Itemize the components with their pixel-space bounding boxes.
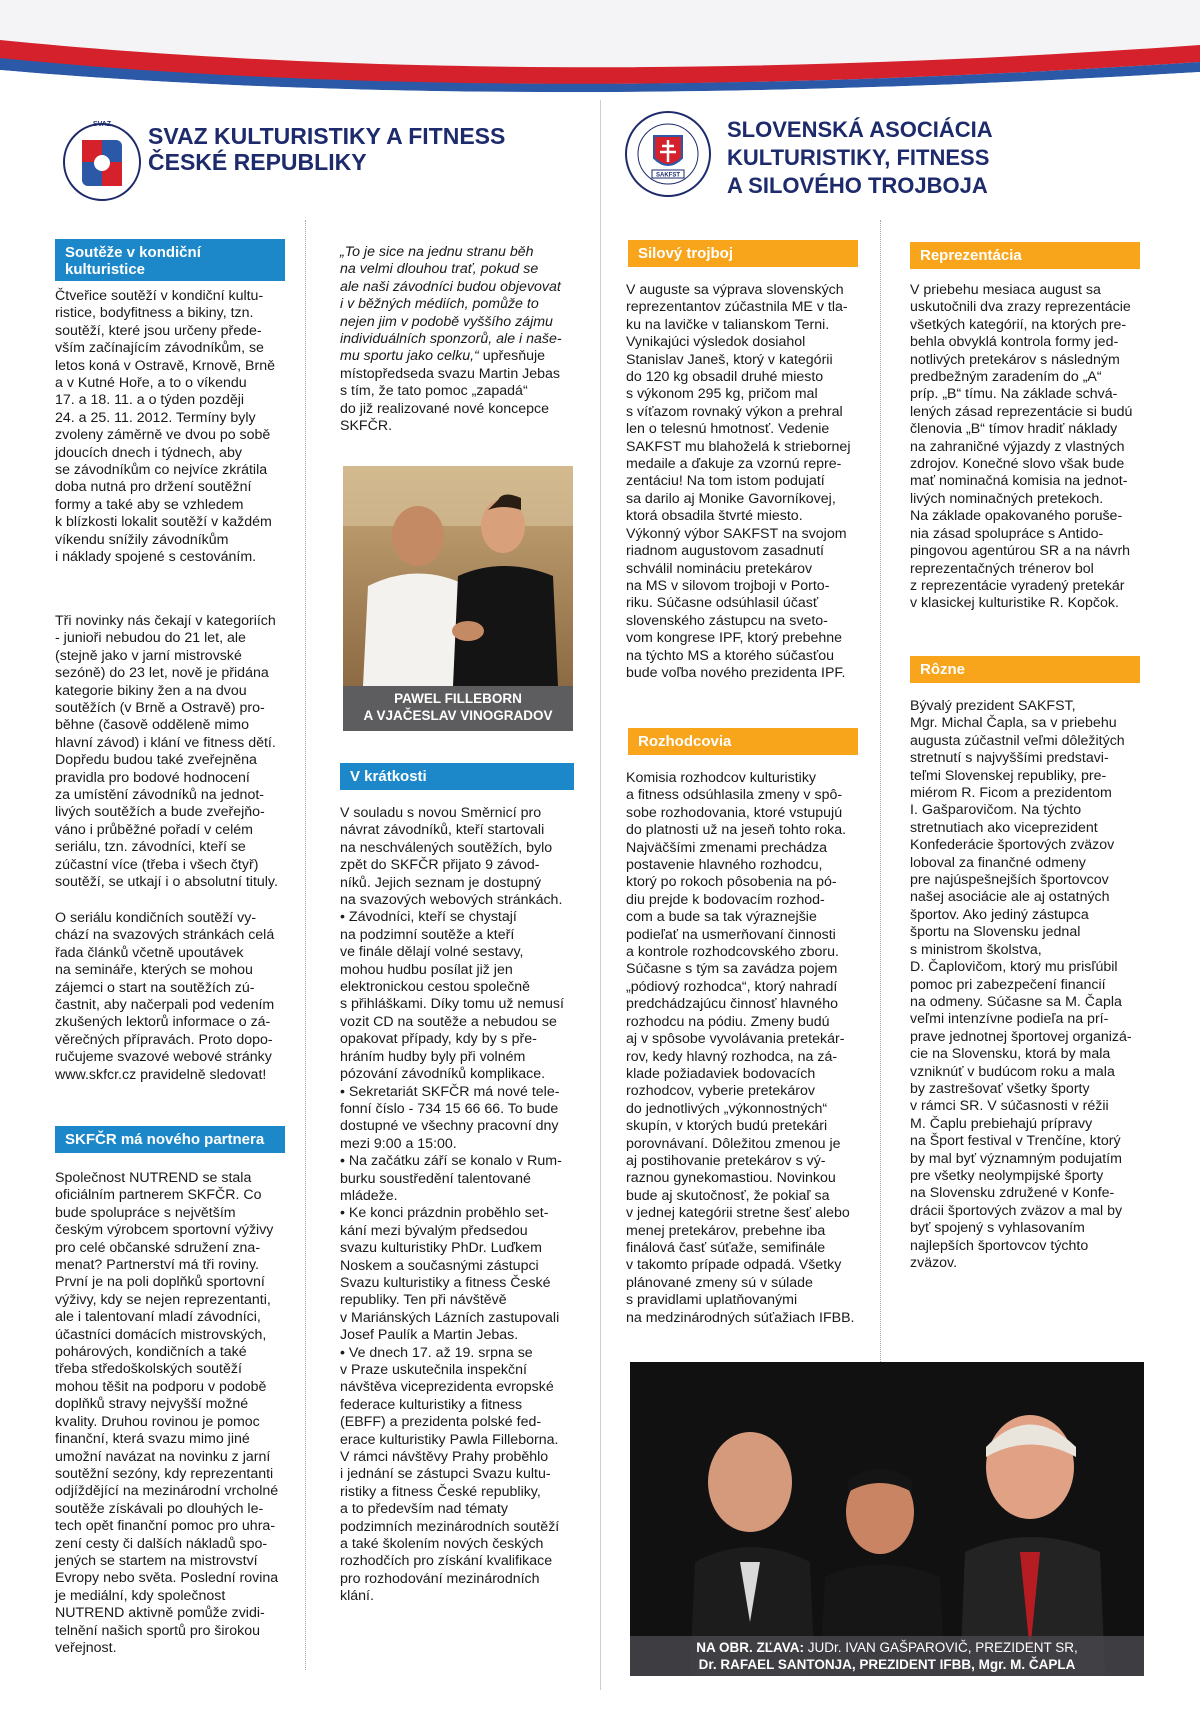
col4-paragraph-1: V priebehu mesiaca august sa uskutočnili dva zrazy reprezentácie všetkých kategórií, na ktorých pre- behla obvyklá kontrola formy jed- notlivých pretekárov s následným predbežným zaradením do „A“ príp. „B“ tímu. Na základe schvá- lených zásad reprezentácie si budú členovia „B“ tímov hradiť náklady na zahraničné výjazdy z vlastných zdrojov. Konečné slovo však bude mať nominačná komisia na jednot- livých nominačných pretekoch. Na základe opakovaného poruše- nia zásad spolupráce s Antido- pingovou agentúrou SR a na návrh reprezentačných trénerov bol z reprezentácie vyradený pretekár v klasickej kulturistike R. Kopčok. [910, 282, 1133, 612]
heading-skfcr-partner: SKFČR má nového partnera [55, 1126, 285, 1153]
col1-paragraph-3: O seriálu kondičních soutěží vy- chází na svazových stránkách celá řada článků včetně upoutávek na semináře, kterých se mohou zájemci o start na soutěžích zú- častnit, aby načerpali pod vedením zkušených lektorů informace o zá- věrečných přípravách. Proto dopo- ručujeme svazové webové stránky www.skfcr.cz pravidelně sledovat! [55, 910, 275, 1083]
heading-silovy-trojboj: Silový trojboj [628, 240, 858, 267]
slovak-org-title [727, 116, 993, 200]
col4-paragraph-2: Bývalý prezident SAKFST, Mgr. Michal Čapla, sa v priebehu augusta zúčastnil veľmi dôležitých stretnutí s najvyššími predstavi- teľmi Slovenskej republiky, pre- miérom R. Ficom a prezidentom I. Gašparovičom. Na týchto stretnutiach ako viceprezident Konfederácie športových zväzov loboval za finančné odmeny pre najúspešnejších športovcov našej asociácie ale aj ostatných športov. Ako jediný zástupca športu na Slovensku jednal s ministrom školstva, D. Čaplovičom, ktorý mu prisľúbil pomoc pri zabezpečení financií na odmeny. Súčasne sa M. Čapla veľmi intenzívne podieľa na prí- prave jednotnej športovej organizá- cie na Slovensku, ktorá by mala vzniknúť v budúcom roku a mala by zastrešovať všetky športy v rámci SR. V súčasnosti v réžii M. Čaplu prebiehajú prípravy na Šport festival v Trenčíne, ktorý by mal byť významným podujatím pre všetky neolympijské športy na Slovensku združené v Konfe- drácii športových zväzov a mal by byť spojený s vyhlasovaním najlepších športovcov týchto zväzov. [910, 698, 1132, 1271]
bottom-caption-line2: Dr. RAFAEL SANTONJA, PREZIDENT IFBB, Mgr. M. ČAPLA [698, 1657, 1076, 1672]
photo-filleborn-vinogradov [343, 466, 573, 686]
center-divider [600, 100, 601, 1690]
col1-paragraph-2: Tři novinky nás čekají v kategoriích - junioři nebudou do 21 let, ale (stejně jako v jarní mistrovské sezóně) do 23 let, nově je přidána kategorie bikiny žen a na dvou soutěžích (v Brně a Ostravě) pro- běhne (časově odděleně mimo hlavní závod) i klání ve fitness dětí. Dopředu budou také zveřejněna pravidla pro bodové hodnocení za umístění závodníků na jednot- livých soutěžích a bude zveřejňo- váno i průběžné pořadí v celém seriálu, tzn. závodníci, kteří se zúčastní více (třeba i všech čtyř) soutěží, se utkají i o absolutní tituly. [55, 613, 278, 891]
col2-quote-rest: upřesňuje místopředseda svazu Martin Jebas s tím, že tato pomoc „zapadá“ do již realizované nové koncepce SKFČR. [340, 348, 561, 435]
slovak-association-logo [622, 108, 714, 200]
col3-paragraph-2: Komisia rozhodcov kulturistiky a fitness odsúhlasila zmeny v spô- sobe rozhodovania, ktoré vstupujú do platnosti už na jeseň tohto roka. Najväčšími zmenami prechádza postavenie hlavného rozhodcu, ktorý po rokoch pôsobenia na pó- diu prejde k bodovacím rozhod- com a bude sa tak výraznejšie podieľať na usmerňovaní činnosti a kontrole rozhodcovského zboru. Súčasne s tým sa zavádza pojem „pódiový rozhodca“, ktorý nahradí predchádzajúcu činnosť hlavného rozhodcu na pódiu. Zmeny budú aj v spôsobe vyvolávania pretekár- rov, kedy hlavný rozhodca, na zá- klade požiadaviek bodovacích rozhodcov, vyberie pretekárov do jednotlivých „výkonnostných“ skupín, v ktorých budú pretekári porovnávaní. Dôležitou zmenou je aj postihovanie pretekárov s vý- raznou gynekomastiou. Novinkou bude aj skutočnosť, že pokiaľ sa v jednej kategórii stretne šesť alebo menej pretekárov, prebehne iba finálová časť súťaže, semifinále v takomto prípade odpadá. Všetky plánované zmeny sú v súlade s pravidlami uplatňovanými na medzinárodných súťažiach IFBB. [626, 770, 855, 1326]
col3-paragraph-1: V auguste sa výprava slovenských reprezentantov zúčastnila ME v tla- ku na lavičke v talianskom Terni. Vynikajúci výsledok dosiahol Stanislav Janeš, ktorý v kategórii do 120 kg obsadil druhé miesto s výkonom 295 kg, pričom mal s víťazom rovnaký výkon a prehral len o telesnú hmotnosť. Vedenie SAKFST mu blahoželá k striebornej medaile a ďakuje za vzornú repre- zentáciu! Na tom istom podujatí sa darilo aj Monike Gavorníkovej, ktorá obsadila štvrté miesto. Výkonný výbor SAKFST na svojom riadnom augustovom zasadnutí schválil nomináciu pretekárov na MS v silovom trojboji v Porto- riku. Súčasne odsúhlasil účasť slovenského zástupcu na sveto- vom kongrese IPF, ktorý prebehne na týchto MS a ktorého súčasťou bude voľba nového prezidenta IPF. [626, 282, 851, 681]
heading-v-kratkosti: V krátkosti [340, 763, 574, 790]
photo-filleborn-vinogradov-image [343, 466, 573, 686]
svg-text:SVAZ: SVAZ [92, 121, 112, 128]
photo-caption-filleborn: PAWEL FILLEBORN A VJAČESLAV VINOGRADOV [343, 686, 573, 731]
heading-rozne: Rôzne [910, 656, 1140, 683]
col2-quote [340, 244, 590, 435]
bottom-photo-caption [630, 1636, 1144, 1676]
heading-reprezentacia: Reprezentácia [910, 242, 1140, 269]
bottom-caption-prefix: NA OBR. ZĽAVA: [696, 1640, 804, 1655]
column-divider-1 [305, 220, 306, 1670]
svg-text:SAKFST: SAKFST [656, 172, 680, 179]
photo-gasparovic-santonja-capla-image [630, 1362, 1144, 1676]
slovak-org-title-line1: SLOVENSKÁ ASOCIÁCIA [727, 117, 993, 142]
col2-body: V souladu s novou Směrnicí pro návrat závodníků, kteří startovali na neschválených soutěžích, bylo zpět do SKFČR přijato 9 závod- níků. Jejich seznam je dostupný na svazových webových stránkách. • Závodníci, kteří se chystají na podzimní soutěže a kteří ve finále dělají volné sestavy, mohou hudbu posílat již jen elektronickou cestou společně s přihláškami. Díky tomu už nemusí vozit CD na soutěže a nebudou se opakovat případy, kdy by s pře- hráním hudby byly při volném pózování závodníků komplikace. • Sekretariát SKFČR má nové tele- fonní číslo - 734 15 66 66. To bude dostupné ve všechny pracovní dny mezi 9:00 a 15:00. • Na začátku září se konalo v Rum- burku soustředění talentované mládeže. • Ke konci prázdnin proběhlo set- kání mezi bývalým předsedou svazu kulturistiky PhDr. Luďkem Noskem a současnými zástupci Svazu kulturistiky a fitness České republiky. Ten při návštěvě v Mariánských Lázních zastupovali Josef Paulík a Martin Jebas. • Ve dnech 17. až 19. srpna se v Praze uskutečnila inspekční návštěva viceprezidenta evropské federace kulturistiky a fitness (EBFF) a prezidenta polské fed- erace kulturistiky Pawla Filleborna. V rámci návštěvy Prahy proběhlo i jednání se zástupci Svazu kultu- ristiky a fitness České republiky, a to především nad tématy podzimních mezinárodních soutěží a také školením nových českých rozhodčích pro získání kvalifikace pro rozhodování mezinárodních klání. [340, 805, 564, 1605]
col2-quote-italic: „To je sice na jednu stranu běh na velmi dlouhou trať, pokud se ale naši závodníci budou objevovat i v běžných médiích, pomůže to nejen jim v podobě vyššího zájmu individuálních sponzorů, ale i naše- mu sportu jako celku,“ [340, 244, 562, 365]
heading-rozhodcovia: Rozhodcovia [628, 728, 858, 755]
czech-federation-logo [62, 112, 142, 212]
heading-kondicni-kulturistika: Soutěže v kondiční kulturistice [55, 239, 285, 281]
slovak-org-title-line2: KULTURISTIKY, FITNESS [727, 145, 990, 170]
col1-paragraph-1: Čtveřice soutěží v kondiční kultu- ristice, bodyfitness a bikiny, tzn. soutěží, které jsou určeny přede- vším začínajícím závodníkům, se letos koná v Ostravě, Krnově, Brně a v Kutné Hoře, a to o víkendu 17. a 18. 11. a o týden později 24. a 25. 11. 2012. Termíny byly zvoleny záměrně ve dvou po sobě jdoucích dnech i týdnech, aby se závodníkům co nejvíce zkrátila doba nutná pro držení soutěžní formy a také aby se vzhledem k blízkosti lokalit soutěží v každém víkendu snížily závodníkům i náklady spojené s cestováním. [55, 288, 276, 566]
czech-org-title-line1: SVAZ KULTURISTIKY A FITNESS [148, 123, 506, 149]
czech-org-title-line2: ČESKÉ REPUBLIKY [148, 148, 367, 175]
czech-org-title [148, 124, 505, 176]
col1-paragraph-4: Společnost NUTREND se stala oficiálním partnerem SKFČR. Co bude spolupráce s největším českým výrobcem sportovní výživy pro celé občanské sdružení zna- menat? Partnerství má tři roviny. První je na poli doplňků sportovní výživy, kdy se nejen reprezentanti, ale i talentovaní mladí závodníci, účastníci domácích mistrovských, pohárových, kondičních a také třeba středoškolských soutěží mohou těšit na podporu v podobě doplňků stravy nejvyšší možné kvality. Druhou rovinou je pomoc finanční, která svazu mimo jiné umožní navázat na novinku z jarní soutěžní sezóny, kdy reprezentanti odjíždějící na mezinárodní vrcholné soutěže získávali po dlouhých le- tech opět finanční pomoc pro uhra- zení cesty či dalších nákladů spo- jených se startem na mistrovství Evropy nebo světa. Poslední rovina je mediální, kdy společnost NUTREND aktivně pomůže zvidi- telnění našich sportů pro širokou veřejnost. [55, 1170, 279, 1656]
header-swoosh [0, 0, 1200, 95]
slovak-org-title-line3: A SILOVÉHO TROJBOJA [727, 173, 988, 198]
bottom-caption-line1: JUDr. IVAN GAŠPAROVIČ, PREZIDENT SR, [807, 1640, 1078, 1655]
photo-gasparovic-santonja-capla [630, 1362, 1144, 1676]
